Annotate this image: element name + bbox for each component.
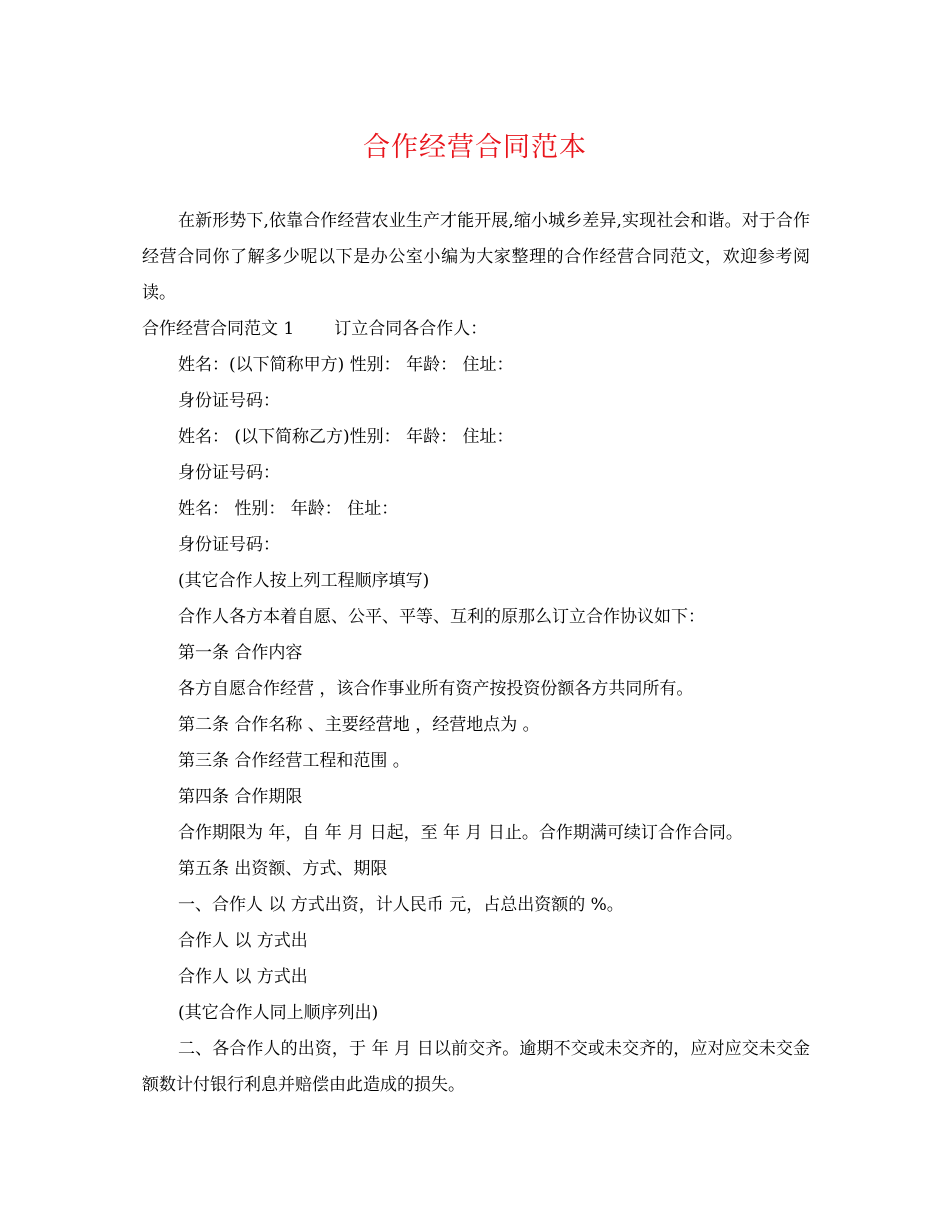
other-partners-note: (其它合作人按上列工程顺序填写) (178, 571, 430, 591)
article-1-heading: 第一条 合作内容 (178, 643, 303, 663)
article-5-item-2: 二、各合作人的出资，于 年 月 日以前交齐。逾期不交或未交齐的，应对应交未交金额数计付银行利息并赔偿由此造成的损失。 (142, 1039, 810, 1095)
party-c-name-line: 姓名： 性别： 年龄： 住址： (178, 499, 399, 519)
party-c-id-line: 身份证号码： (178, 535, 280, 555)
article-1-text: 各方自愿合作经营 ，该合作事业所有资产按投资份额各方共同所有。 (178, 679, 694, 699)
party-b-id-line: 身份证号码： (178, 463, 280, 483)
party-a-id-line: 身份证号码： (178, 391, 280, 411)
article-5-heading: 第五条 出资额、方式、期限 (178, 859, 388, 879)
section-subheading: 订立合同各合作人： (334, 319, 488, 339)
document-title: 合作经营合同范本 (363, 132, 587, 163)
intro-paragraph: 在新形势下,依靠合作经营农业生产才能开展,缩小城乡差异,实现社会和谐。对于合作经营合同你了解多少呢以下是办公室小编为大家整理的合作经营合同范文，欢迎参考阅读。 (142, 211, 810, 303)
article-5-partner-line-2: 合作人 以 方式出 (178, 967, 308, 987)
section-heading-row (142, 311, 810, 347)
article-4-text: 合作期限为 年，自 年 月 日起，至 年 月 日止。合作期满可续订合作合同。 (178, 823, 743, 843)
article-3-text: 第三条 合作经营工程和范围 。 (178, 751, 410, 771)
agreement-preamble: 合作人各方本着自愿、公平、平等、互利的原那么订立合作协议如下： (178, 607, 705, 627)
article-5-item-1: 一、合作人 以 方式出资，计人民币 元，占总出资额的 %。 (178, 895, 624, 915)
party-a-name-line: 姓名：(以下简称甲方) 性别： 年龄： 住址： (178, 355, 514, 375)
document-body (142, 203, 810, 1103)
article-4-heading: 第四条 合作期限 (178, 787, 303, 807)
article-5-partner-line-1: 合作人 以 方式出 (178, 931, 308, 951)
party-b-name-line: 姓名： (以下简称乙方)性别： 年龄： 住址： (178, 427, 514, 447)
article-2-text: 第二条 合作名称 、主要经营地 ，经营地点为 。 (178, 715, 540, 735)
section-heading: 合作经营合同范文 1 (142, 319, 295, 339)
other-partners-order-note: (其它合作人同上顺序列出) (178, 1003, 379, 1023)
